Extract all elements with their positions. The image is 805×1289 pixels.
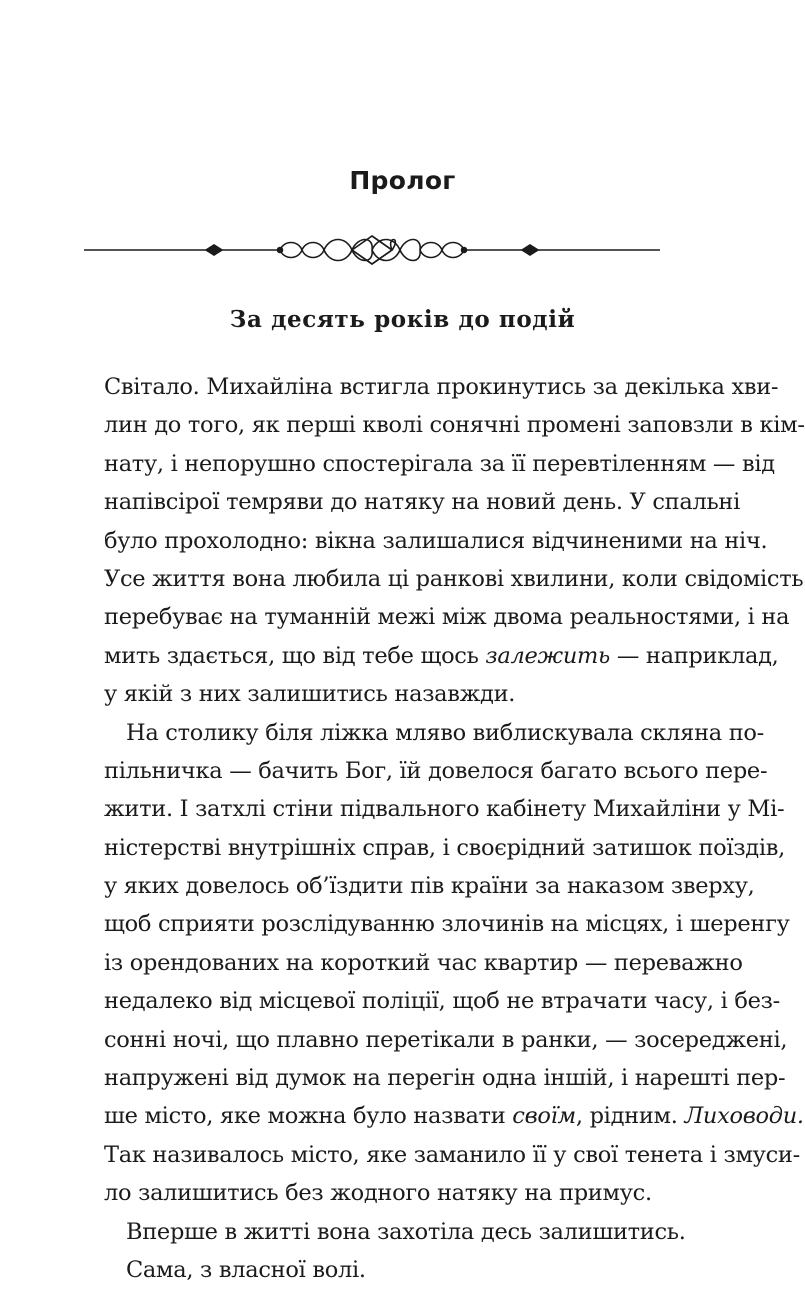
line-text: пільничка — бачить Бог, їй довелося багато всього пере- [104, 757, 768, 784]
italic-text: залежить [485, 642, 611, 669]
line-text: мить здається, що від тебе щось [104, 642, 486, 669]
line-text: недалеко від місцевої поліції, щоб не втрачати часу, і без- [104, 988, 780, 1015]
text-line [104, 1021, 788, 1059]
text-line [104, 905, 790, 943]
italic-text: своїм [512, 1103, 576, 1130]
text-line [104, 368, 779, 406]
text-line [104, 406, 805, 444]
text-line [104, 1097, 804, 1135]
text-line [104, 445, 775, 483]
ornament-divider-icon [84, 232, 660, 268]
line-text: Так називалось місто, яке заманило її у свої тенета і змуси- [104, 1141, 800, 1168]
text-line [104, 714, 764, 752]
line-text: у яких довелось об’їздити пів країни за наказом зверху, [104, 873, 755, 900]
italic-text: Лиховоди. [684, 1103, 804, 1130]
text-line [104, 944, 743, 982]
line-text: було прохолодно: вікна залишалися відчиненими на ніч. [104, 527, 768, 554]
line-text: напружені від думок на перегін одна іншій, і нарешті пер- [104, 1065, 786, 1092]
text-line [104, 483, 740, 521]
text-line [104, 1174, 701, 1212]
line-text: сонні ночі, що плавно перетікали в ранки, — зосереджені, [104, 1026, 788, 1053]
text-line [104, 982, 780, 1020]
line-text: напівсірої темряви до натяку на новий день. У спальні [104, 489, 740, 516]
line-text: ше місто, яке можна було назвати [104, 1103, 513, 1130]
line-text: у якій з них залишитись назавжди. [104, 681, 516, 708]
line-text: щоб сприяти розслідуванню злочинів на місцях, і шеренгу [104, 911, 790, 938]
chapter-subtitle: За десять років до подій [229, 306, 576, 333]
text-line [104, 867, 755, 905]
chapter-title: Пролог [349, 166, 456, 195]
line-text: — наприклад, [610, 642, 779, 669]
text-line [104, 1059, 786, 1097]
line-text: Усе життя вона любила ці ранкові хвилини, коли свідомість [104, 565, 804, 592]
text-line [104, 675, 701, 713]
text-line [104, 1213, 701, 1251]
line-text: Вперше в житті вона захотіла десь залишитись. [126, 1218, 686, 1245]
text-line [104, 598, 790, 636]
line-text: лин до того, як перші кволі сонячні промені заповзли в кім- [104, 412, 805, 439]
line-text: Сама, з власної волі. [126, 1256, 366, 1283]
line-text: із орендованих на короткий час квартир — переважно [104, 949, 743, 976]
line-text: ністерстві внутрішніх справ, і своєрідний затишок поїздів, [104, 834, 785, 861]
text-line [104, 560, 804, 598]
line-text: перебуває на туманній межі між двома реальностями, і на [104, 604, 790, 631]
text-line [104, 752, 768, 790]
line-text: жити. І затхлі стіни підвального кабінету Михайліни у Мі- [104, 796, 785, 823]
text-line [104, 1136, 800, 1174]
text-line [104, 829, 785, 867]
text-line [104, 1251, 701, 1289]
text-line [104, 522, 768, 560]
line-text: Світало. Михайліна встигла прокинутись за декілька хви- [104, 374, 779, 400]
line-text: ло залишитись без жодного натяку на примус. [104, 1180, 652, 1207]
line-text: , рідним. [575, 1103, 685, 1130]
line-text: На столику біля ліжка мляво виблискувала скляна по- [126, 719, 764, 746]
text-line [104, 790, 785, 828]
body-text [104, 368, 805, 1289]
line-text: нату, і непорушно спостерігала за її перевтіленням — від [104, 450, 775, 477]
text-line [104, 637, 779, 675]
